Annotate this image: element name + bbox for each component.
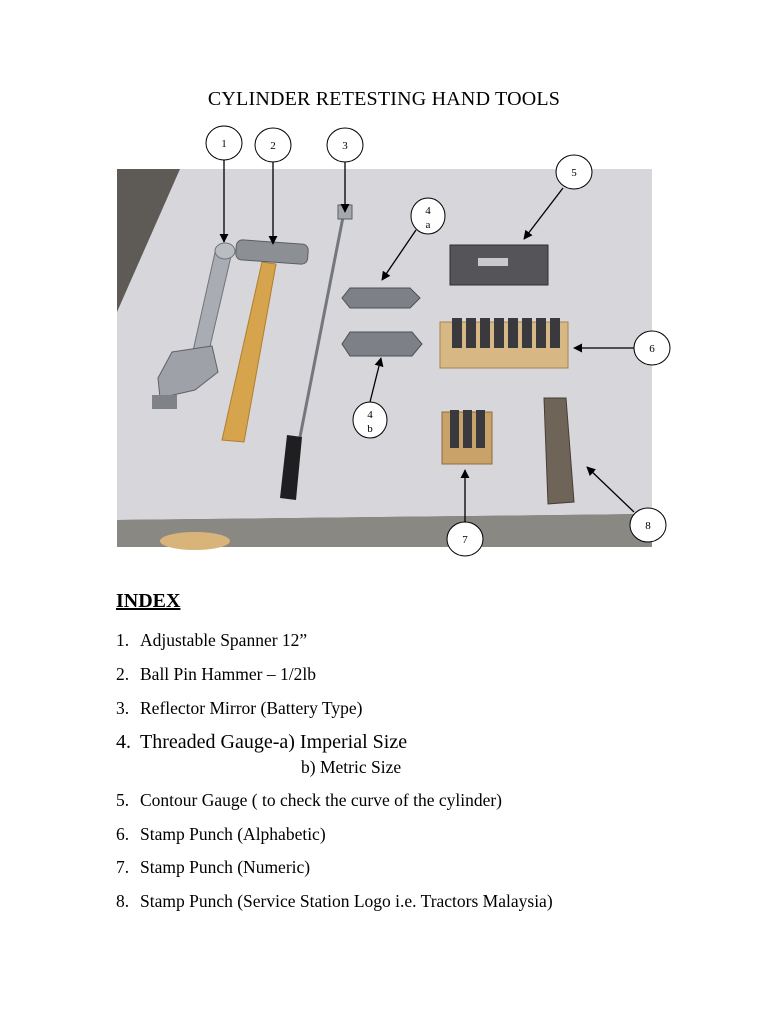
index-item-number: 6. xyxy=(116,824,130,844)
callout-7-label: 7 xyxy=(462,534,468,546)
callout-8-label: 8 xyxy=(645,520,651,532)
index-item-number: 1. xyxy=(116,630,130,650)
index-item-text: Stamp Punch (Alphabetic) xyxy=(140,824,326,844)
index-item-1 xyxy=(116,630,307,651)
index-item-8 xyxy=(116,891,553,912)
index-item-text: Threaded Gauge-a) Imperial Size xyxy=(140,731,408,753)
index-item-number: 7. xyxy=(116,857,130,877)
callout-4b-letter: b xyxy=(367,423,373,435)
contour-gauge-image xyxy=(450,245,548,285)
index-item-5 xyxy=(116,790,502,811)
callout-1-label: 1 xyxy=(221,138,227,150)
index-item-3 xyxy=(116,698,362,719)
index-item-6 xyxy=(116,824,326,845)
index-item-text: Adjustable Spanner 12” xyxy=(140,630,308,650)
index-item-4-sub: b) Metric Size xyxy=(301,757,402,777)
tools-figure xyxy=(0,120,768,565)
index-item-text: Ball Pin Hammer – 1/2lb xyxy=(140,664,316,684)
index-item-2 xyxy=(116,664,316,685)
index-item-4 xyxy=(116,731,407,754)
index-item-text: Stamp Punch (Service Station Logo i.e. Tractors Malaysia) xyxy=(140,891,553,911)
alphabetic-stamp-punch-image xyxy=(440,318,568,368)
document-title: CYLINDER RETESTING HAND TOOLS xyxy=(207,88,561,110)
callout-4a-letter: a xyxy=(425,219,431,231)
callout-6-label: 6 xyxy=(649,343,655,355)
callout-4b-number: 4 xyxy=(367,409,373,421)
index-item-text: Contour Gauge ( to check the curve of the cylinder) xyxy=(140,790,503,810)
tools-photo xyxy=(117,169,652,550)
numeric-stamp-punch-image xyxy=(442,410,492,464)
index-item-number: 3. xyxy=(116,698,130,718)
index-item-number: 5. xyxy=(116,790,130,810)
callout-2-label: 2 xyxy=(270,140,276,152)
index-item-number: 8. xyxy=(116,891,130,911)
callout-3-label: 3 xyxy=(342,140,348,152)
index-item-text: Stamp Punch (Numeric) xyxy=(140,857,311,877)
index-item-number: 4. xyxy=(116,731,131,753)
callout-5-label: 5 xyxy=(571,167,577,179)
index-item-number: 2. xyxy=(116,664,130,684)
index-heading: INDEX xyxy=(116,590,181,612)
index-item-7 xyxy=(116,857,310,878)
index-item-text: Reflector Mirror (Battery Type) xyxy=(140,698,363,718)
callout-4a-number: 4 xyxy=(425,205,431,217)
